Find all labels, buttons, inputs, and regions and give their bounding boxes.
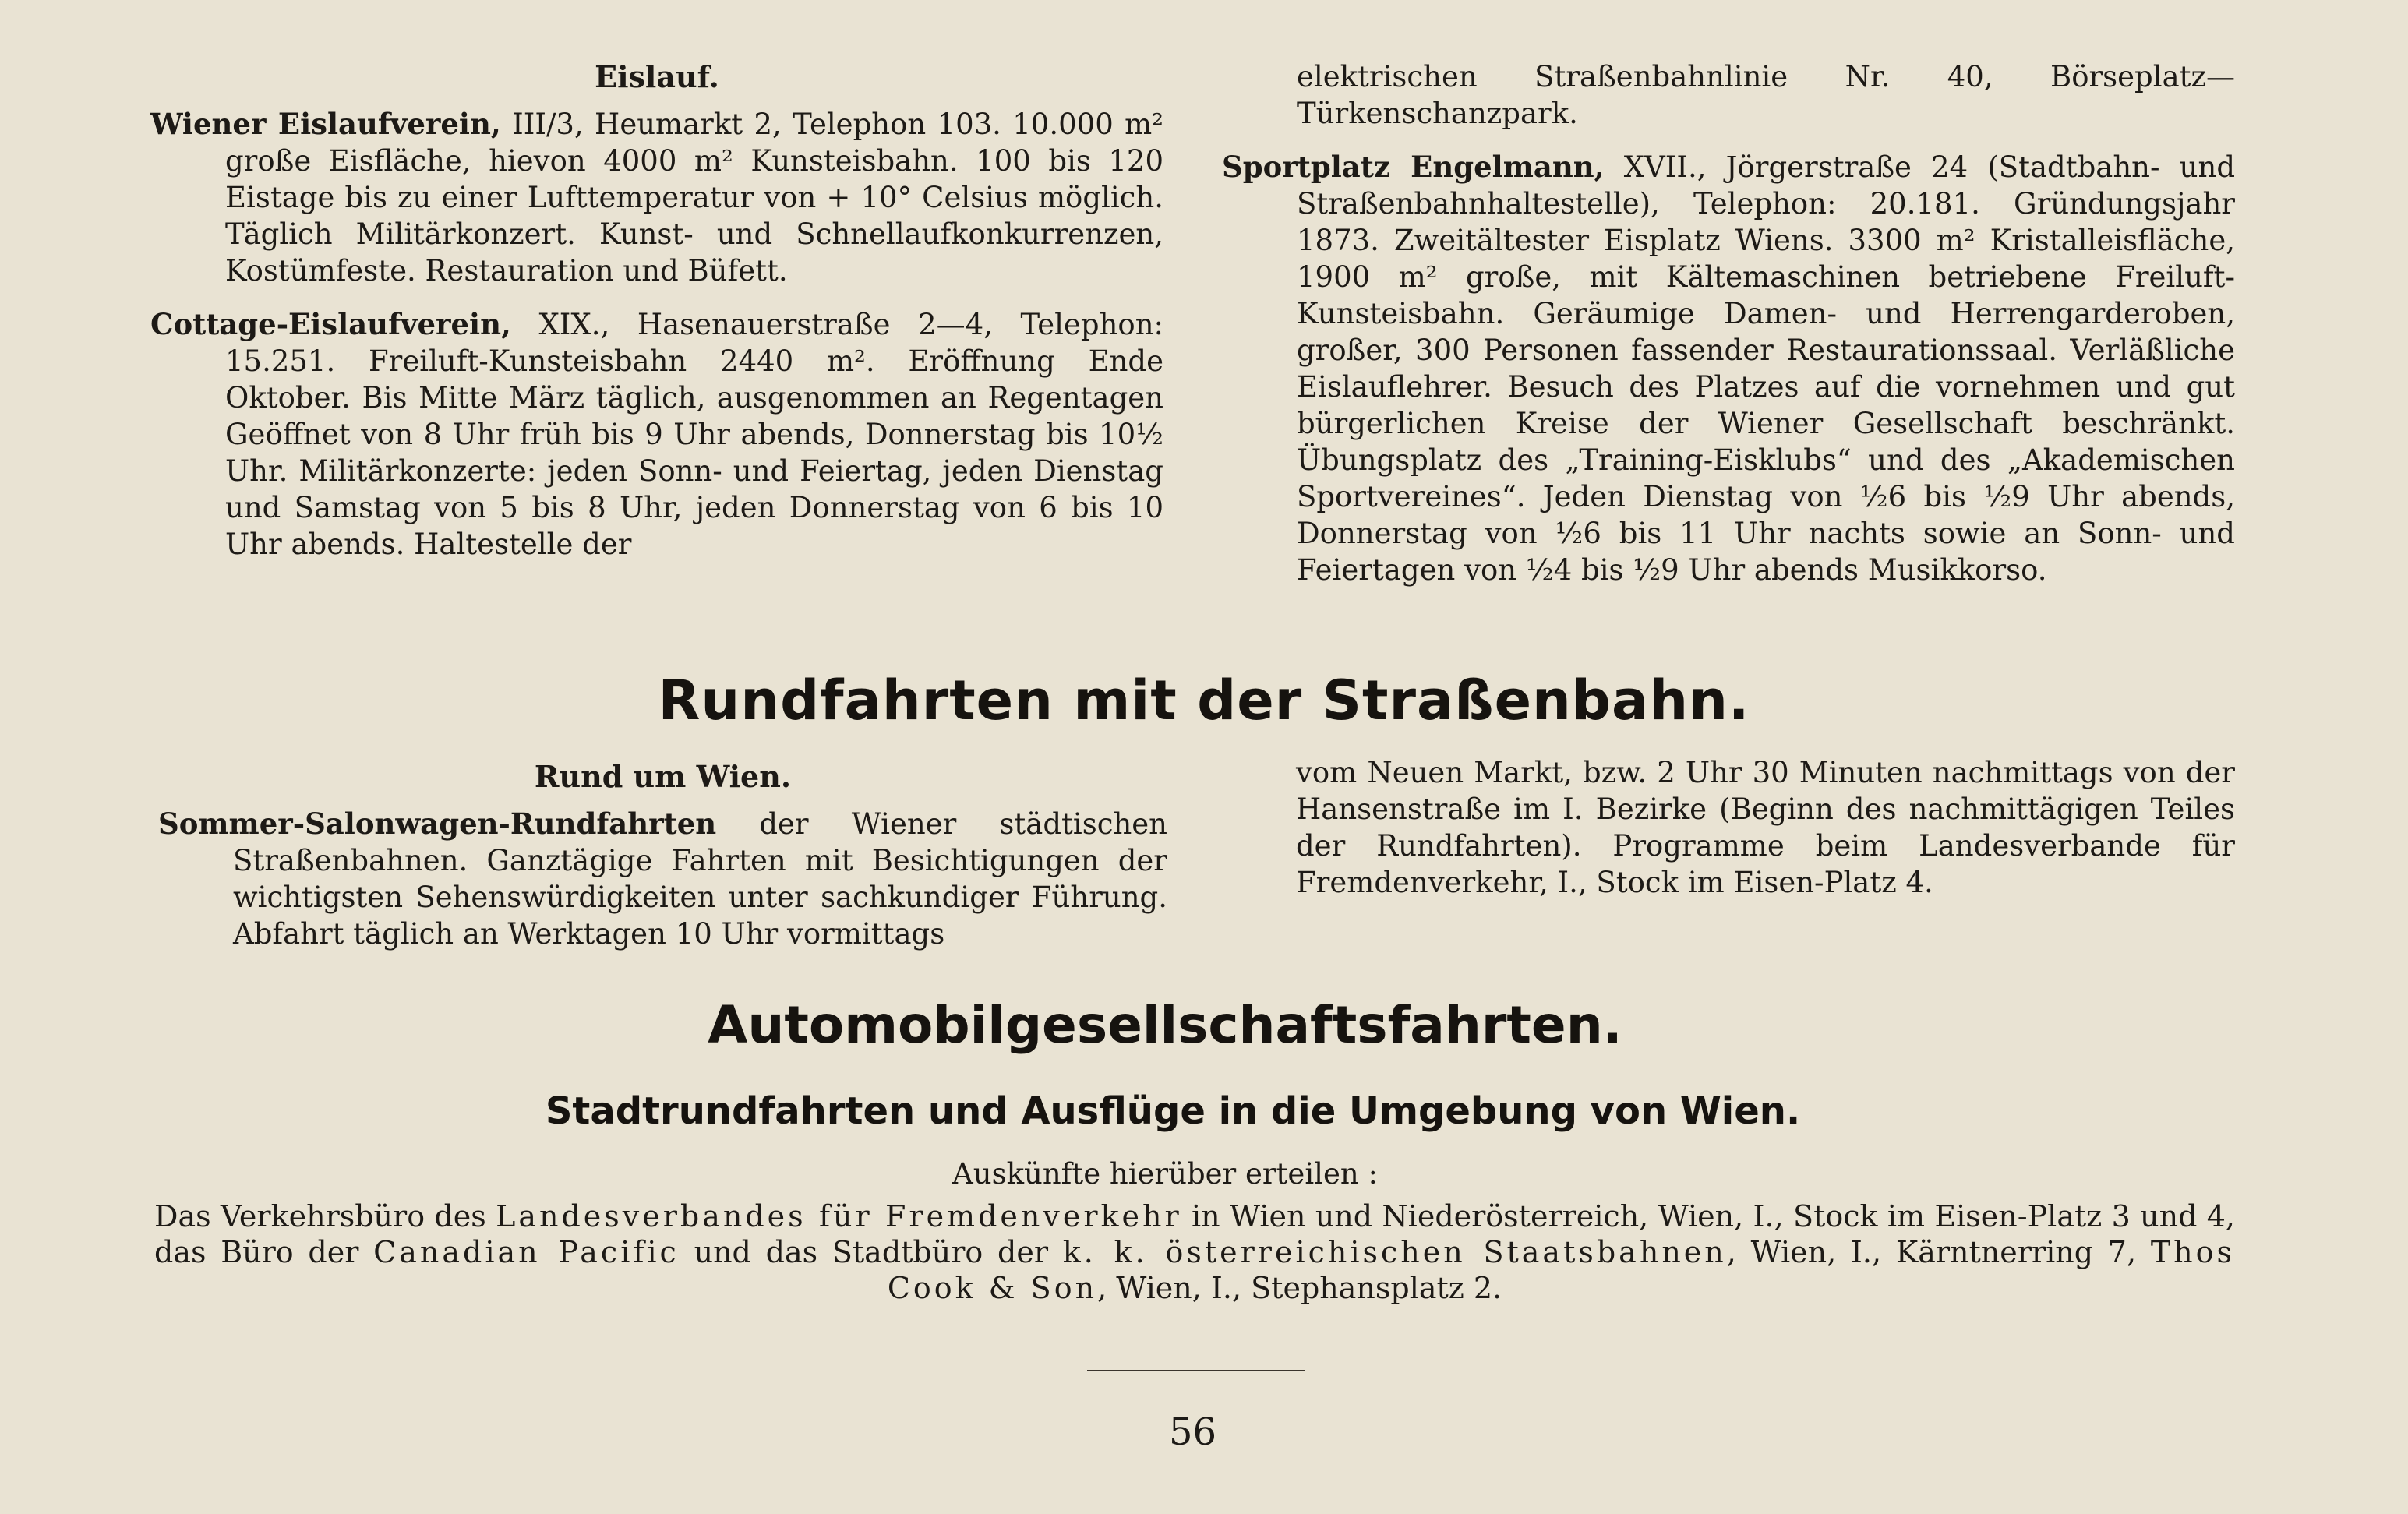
- wiener-eislaufverein-text: III/3, Heumarkt 2, Telephon 103. 10.000 m² große Eisfläche, hievon 4000 m² Kunsteisbahn. 100 bis 120 Eistage bis zu einer Lufttemperatur von + 10° Celsius möglich. Täglich Militärkonzert. Kunst- und Schnellaufkonkurrenzen, Kostümfeste. Restauration und Büfett.: [225, 108, 1163, 288]
- salonwagen-text: der Wiener städtischen Straßenbahnen. Ganztägige Fahrten mit Besichtigungen der wichtigsten Sehenswürdigkeiten unter sachkundiger Führung. Abfahrt täglich an Werktagen 10 Uhr vormittags: [233, 807, 1168, 951]
- horizontal-divider: [1087, 1370, 1305, 1371]
- sportplatz-engelmann-entry: [1222, 149, 2235, 588]
- rundfahrten-left-column: [158, 758, 1167, 969]
- canadian-pacific-name: Canadian Pacific: [373, 1235, 680, 1269]
- stadtrundfahrten-subtitle: Stadtrundfahrten und Ausflüge in die Umgebung von Wien.: [545, 1089, 1801, 1133]
- wiener-eislaufverein-entry: [150, 106, 1163, 289]
- staatsbahnen-name: k. k. österreichischen Staatsbahnen: [1062, 1235, 1727, 1269]
- auskunft-line: Auskünfte hierüber erteilen :: [952, 1157, 1378, 1191]
- cottage-eislaufverein-entry: [150, 306, 1163, 563]
- rund-um-wien-heading: Rund um Wien.: [534, 759, 792, 794]
- eislauf-left-column: [150, 58, 1163, 580]
- eislauf-continuation: elektrischen Straßenbahnlinie Nr. 40, Börseplatz—Türkenschanzpark.: [1297, 60, 2235, 130]
- rundfahrten-title: Rundfahrten mit der Straßenbahn.: [658, 669, 1750, 732]
- automobil-title: Automobilgesellschaftsfahrten.: [708, 995, 1622, 1055]
- info-text-3: in Wien und Niederösterreich, Wien, I., Stock im Eisen-Platz 3 und 4, das Büro der: [154, 1199, 2235, 1269]
- automobil-info-paragraph: [154, 1198, 2235, 1306]
- info-text-1: Das Verkehrsbüro des: [154, 1199, 496, 1233]
- salonwagen-name: Sommer-Salonwagen-Rundfahrten: [158, 806, 717, 841]
- thos-cook-name: Thos Cook & Son: [887, 1235, 2236, 1305]
- cottage-eislaufverein-name: Cottage-Eislaufverein,: [150, 307, 511, 341]
- info-text-5: und das Stadtbüro der: [679, 1235, 1063, 1269]
- page-number: 56: [1169, 1410, 1217, 1454]
- wiener-eislaufverein-name: Wiener Eislaufverein,: [150, 107, 501, 141]
- cottage-eislaufverein-text: XIX., Hasenauerstraße 2—4, Telephon: 15.251. Freiluft-Kunsteisbahn 2440 m². Eröffnung Ende Oktober. Bis Mitte März täglich, ausgenommen an Regentagen Geöffnet von 8 Uhr früh bis 9 Uhr abends, Donnerstag bis 10½ Uhr. Militärkonzerte: jeden Sonn- und Feiertag, jeden Dienstag und Samstag von 5 bis 8 Uhr, jeden Donnerstag von 6 bis 10 Uhr abends. Haltestelle der: [225, 308, 1163, 561]
- rundfahrten-continuation: vom Neuen Markt, bzw. 2 Uhr 30 Minuten nachmittags von der Hansenstraße im I. Bezirke (Beginn des nachmittägigen Teiles der Rundfahrten). Programme beim Landesverbande für Fremdenverkehr, I., Stock im Eisen-Platz 4.: [1296, 756, 2235, 899]
- eislauf-heading: Eislauf.: [595, 59, 719, 94]
- rundfahrten-right-column: [1296, 754, 2235, 918]
- sportplatz-engelmann-name: Sportplatz Engelmann,: [1222, 150, 1605, 184]
- info-text-7: , Wien, I., Kärntnerring 7,: [1726, 1235, 2151, 1269]
- landesverband-name: Landesverbandes für Fremdenverkehr: [496, 1199, 1182, 1233]
- eislauf-right-column: [1222, 58, 2235, 605]
- salonwagen-entry: [158, 806, 1167, 952]
- info-text-9: , Wien, I., Stephansplatz 2.: [1097, 1271, 1502, 1305]
- sportplatz-engelmann-text: XVII., Jörgerstraße 24 (Stadtbahn- und Straßenbahnhaltestelle), Telephon: 20.181. Gründungsjahr 1873. Zweitältester Eisplatz Wiens. 3300 m² Kristalleisfläche, 1900 m² große, mit Kältemaschinen betriebene Freiluft-Kunsteisbahn. Geräumige Damen- und Herrengarderoben, großer, 300 Personen fassender Restaurationssaal. Verläßliche Eislauflehrer. Besuch des Platzes auf die vornehmen und gut bürgerlichen Kreise der Wiener Gesellschaft beschränkt. Übungsplatz des „Training-Eisklubs“ und des „Akademischen Sportvereines“. Jeden Dienstag von ½6 bis ½9 Uhr abends, Donnerstag von ½6 bis 11 Uhr nachts sowie an Sonn- und Feiertagen von ½4 bis ½9 Uhr abends Musikkorso.: [1297, 150, 2236, 587]
